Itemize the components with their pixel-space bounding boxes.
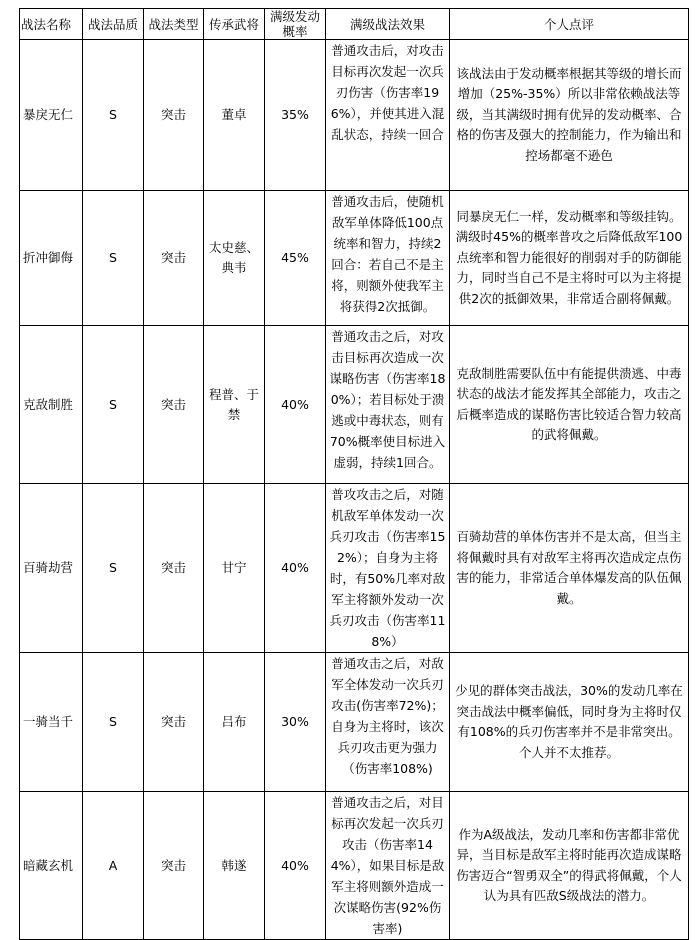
tactic-type: 突击 xyxy=(144,326,204,484)
header-rate: 满级发动概率 xyxy=(265,9,326,40)
tactic-comment: 克敌制胜需要队伍中有能提供溃逃、中毒状态的战法才能发挥其全部能力，攻击之后概率造成的谋略伤害比较适合智力较高的武将佩戴。 xyxy=(450,326,689,484)
tactic-quality: S xyxy=(83,40,144,191)
tactic-type: 突击 xyxy=(144,653,204,792)
tactic-name: 百骑劫营 xyxy=(20,484,83,653)
tactic-general: 吕布 xyxy=(204,653,265,792)
table-row xyxy=(20,792,689,940)
tactic-effect: 普攻攻击之后，对随机敌军单体发动一次兵刃攻击（伤害率152%）；自身为主将时，有50%几率对敌军主将额外发动一次兵刃攻击（伤害率118%） xyxy=(326,484,450,653)
tactic-type: 突击 xyxy=(144,484,204,653)
header-name: 战法名称 xyxy=(20,9,83,40)
table-row xyxy=(20,484,689,653)
tactic-name: 折冲御侮 xyxy=(20,191,83,326)
tactic-general: 韩遂 xyxy=(204,792,265,940)
tactic-type: 突击 xyxy=(144,40,204,191)
tactic-general: 甘宁 xyxy=(204,484,265,653)
tactic-general: 程普、于禁 xyxy=(204,326,265,484)
tactic-effect: 普通攻击后，使随机敌军单体降低100点统率和智力，持续2回合：若自己不是主将，则额外使我军主将获得2次抵御。 xyxy=(326,191,450,326)
tactic-name: 暗藏玄机 xyxy=(20,792,83,940)
tactic-rate: 40% xyxy=(265,484,326,653)
header-comment: 个人点评 xyxy=(450,9,689,40)
tactic-effect: 普通攻击后，对攻击目标再次发起一次兵刃伤害（伤害率196%），并使其进入混乱状态，持续一回合 xyxy=(326,40,450,191)
tactic-quality: S xyxy=(83,326,144,484)
tactic-rate: 30% xyxy=(265,653,326,792)
tactic-comment: 同暴戾无仁一样，发动概率和等级挂钩。满级时45%的概率普攻之后降低敌军100点统率和智力能很好的削弱对手的防御能力，同时当自己不是主将时可以为主将提供2次的抵御效果，非常适合副将佩戴。 xyxy=(450,191,689,326)
tactic-quality: S xyxy=(83,191,144,326)
table-row xyxy=(20,40,689,191)
tactic-quality: S xyxy=(83,653,144,792)
tactic-rate: 45% xyxy=(265,191,326,326)
tactic-rate: 35% xyxy=(265,40,326,191)
header-type: 战法类型 xyxy=(144,9,204,40)
tactic-comment: 作为A级战法，发动几率和伤害都非常优异，当目标是敌军主将时能再次造成谋略伤害迈合“智勇双全”的得武将佩戴，个人认为具有匹敌S级战法的潜力。 xyxy=(450,792,689,940)
tactic-name: 暴戾无仁 xyxy=(20,40,83,191)
tactic-effect: 普通攻击之后，对敌军全体发动一次兵刃攻击(伤害率72%)；自身为主将时，该次兵刃攻击更为强力（伤害率108%) xyxy=(326,653,450,792)
tactic-comment: 该战法由于发动概率根据其等级的增长而增加（25%-35%）所以非常依赖战法等级，当其满级时拥有优异的发动概率、合格的伤害及强大的控制能力，作为输出和控场都毫不逊色 xyxy=(450,40,689,191)
tactic-name: 一骑当千 xyxy=(20,653,83,792)
tactic-quality: A xyxy=(83,792,144,940)
tactic-type: 突击 xyxy=(144,792,204,940)
tactic-rate: 40% xyxy=(265,326,326,484)
table-row xyxy=(20,653,689,792)
tactic-effect: 普通攻击之后，对目标再次发起一次兵刃攻击（伤害率144%），如果目标是敌军主将则额外造成一次谋略伤害(92%伤害率) xyxy=(326,792,450,940)
header-effect: 满级战法效果 xyxy=(326,9,450,40)
header-general: 传承武将 xyxy=(204,9,265,40)
tactic-comment: 少见的群体突击战法，30%的发动几率在突击战法中概率偏低，同时身为主将时仅有108%的兵刃伤害率并不是非常突出。个人并不太推荐。 xyxy=(450,653,689,792)
tactic-comment: 百骑劫营的单体伤害并不是太高，但当主将佩戴时具有对敌军主将再次造成定点伤害的能力，非常适合单体爆发高的队伍佩戴。 xyxy=(450,484,689,653)
tactic-general: 太史慈、典韦 xyxy=(204,191,265,326)
table-row xyxy=(20,191,689,326)
header-row xyxy=(20,9,689,40)
tactic-quality: S xyxy=(83,484,144,653)
tactic-rate: 40% xyxy=(265,792,326,940)
header-quality: 战法品质 xyxy=(83,9,144,40)
tactic-general: 董卓 xyxy=(204,40,265,191)
tactic-name: 克敌制胜 xyxy=(20,326,83,484)
tactic-type: 突击 xyxy=(144,191,204,326)
tactics-table xyxy=(19,8,689,940)
tactic-effect: 普通攻击之后，对攻击目标再次造成一次谋略伤害（伤害率180%）；若目标处于溃逃或中毒状态，则有70%概率使目标进入虚弱，持续1回合。 xyxy=(326,326,450,484)
table-row xyxy=(20,326,689,484)
